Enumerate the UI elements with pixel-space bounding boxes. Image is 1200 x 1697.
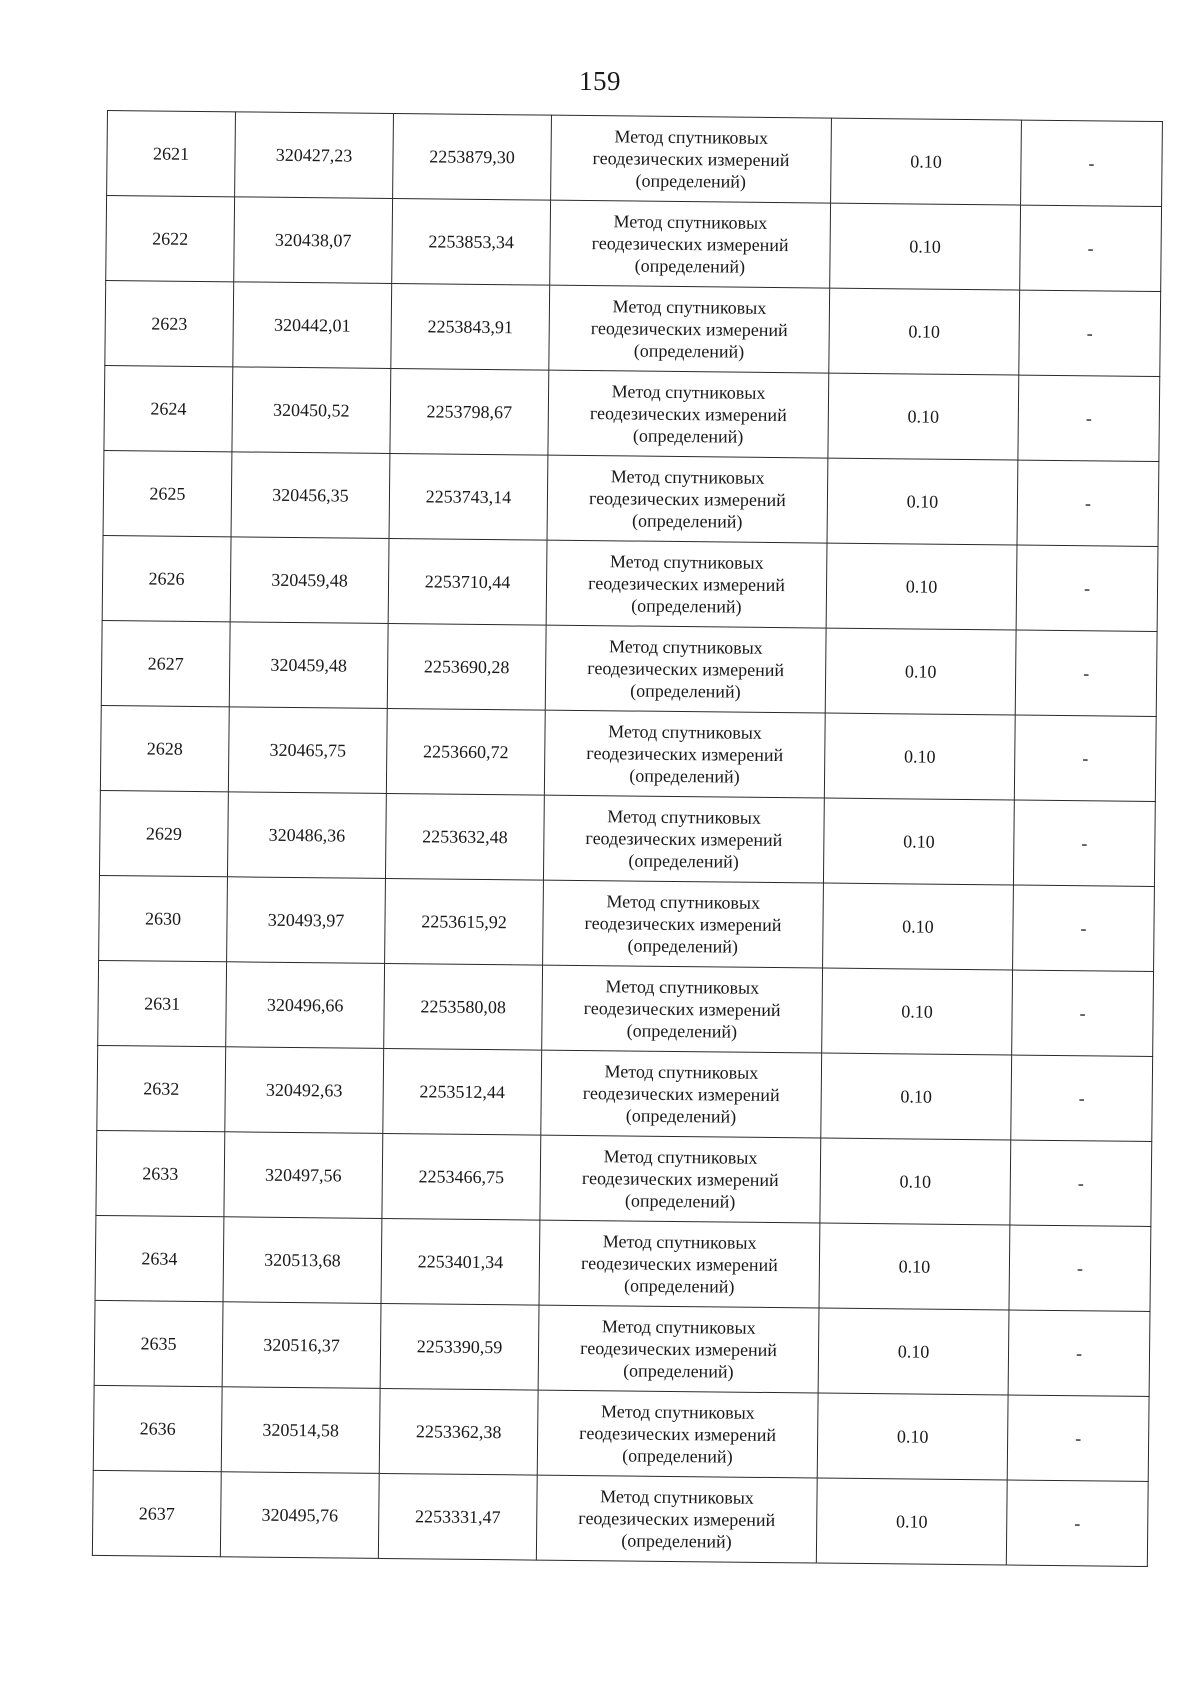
y-coordinate-cell: 2253390,59 xyxy=(380,1303,539,1390)
point-number-cell: 2625 xyxy=(103,450,232,536)
table-row xyxy=(99,875,1155,971)
x-coordinate-cell: 320465,75 xyxy=(228,707,387,794)
method-cell xyxy=(544,710,825,798)
method-line-2: геодезических измерений xyxy=(588,488,786,511)
method-cell xyxy=(545,625,826,713)
accuracy-cell: 0.10 xyxy=(825,628,1016,715)
method-line-1: Метод спутниковых xyxy=(608,636,763,658)
point-number-cell: 2629 xyxy=(99,790,228,876)
note-cell: - xyxy=(1018,375,1160,461)
accuracy-cell: 0.10 xyxy=(829,288,1020,375)
method-line-2: геодезических измерений xyxy=(589,403,787,426)
method-cell xyxy=(540,1135,821,1223)
y-coordinate-cell: 2253879,30 xyxy=(393,114,552,201)
note-cell: - xyxy=(1017,460,1159,546)
method-line-3: (определений) xyxy=(635,170,747,192)
method-line-3: (определений) xyxy=(628,850,739,872)
accuracy-cell: 0.10 xyxy=(823,798,1014,885)
method-line-1: Метод спутниковых xyxy=(600,1486,754,1508)
table-row xyxy=(102,535,1158,631)
method-cell xyxy=(543,880,824,968)
method-line-2: геодезических измерений xyxy=(590,318,788,341)
method-line-3: (определений) xyxy=(629,765,740,787)
method-line-2: геодезических измерений xyxy=(578,1508,776,1531)
point-number-cell: 2637 xyxy=(92,1470,221,1556)
point-number-cell: 2636 xyxy=(93,1385,222,1471)
method-line-2: геодезических измерений xyxy=(580,1253,778,1276)
point-number-cell: 2621 xyxy=(107,111,236,197)
method-cell xyxy=(537,1390,818,1478)
coordinates-table-body xyxy=(92,111,1162,1567)
point-number-cell: 2635 xyxy=(94,1300,223,1386)
note-cell: - xyxy=(1020,205,1162,291)
accuracy-cell: 0.10 xyxy=(818,1308,1009,1395)
method-line-3: (определений) xyxy=(634,255,746,277)
method-cell xyxy=(547,455,828,543)
method-cell xyxy=(536,1475,817,1563)
method-line-3: (определений) xyxy=(623,1360,734,1382)
method-line-2: геодезических измерений xyxy=(583,998,781,1021)
method-line-1: Метод спутниковых xyxy=(600,1401,755,1423)
accuracy-cell: 0.10 xyxy=(820,1138,1011,1225)
point-number-cell: 2633 xyxy=(96,1130,225,1216)
note-cell: - xyxy=(1014,715,1156,801)
point-number-cell: 2622 xyxy=(106,196,235,282)
y-coordinate-cell: 2253710,44 xyxy=(388,538,547,625)
method-line-1: Метод спутниковых xyxy=(610,466,765,488)
accuracy-cell: 0.10 xyxy=(821,1053,1012,1140)
method-line-2: геодезических измерений xyxy=(584,913,782,936)
x-coordinate-cell: 320516,37 xyxy=(222,1302,381,1389)
point-number-cell: 2624 xyxy=(104,365,233,451)
table-row xyxy=(99,790,1155,886)
point-number-cell: 2632 xyxy=(97,1045,226,1131)
y-coordinate-cell: 2253331,47 xyxy=(378,1473,537,1560)
x-coordinate-cell: 320442,01 xyxy=(233,282,392,369)
accuracy-cell: 0.10 xyxy=(828,373,1019,460)
note-cell: - xyxy=(1013,885,1155,971)
method-line-3: (определений) xyxy=(630,680,741,702)
method-line-1: Метод спутниковых xyxy=(614,126,769,148)
method-line-1: Метод спутниковых xyxy=(608,721,762,743)
page-number: 159 xyxy=(579,66,621,96)
method-line-3: (определений) xyxy=(631,595,742,617)
method-cell xyxy=(542,965,823,1053)
x-coordinate-cell: 320497,56 xyxy=(224,1132,383,1219)
method-cell xyxy=(550,200,831,288)
x-coordinate-cell: 320496,66 xyxy=(226,962,385,1049)
method-line-2: геодезических измерений xyxy=(592,148,790,171)
method-line-3: (определений) xyxy=(632,425,744,447)
y-coordinate-cell: 2253843,91 xyxy=(391,283,550,370)
method-line-1: Метод спутниковых xyxy=(604,1061,759,1083)
method-line-1: Метод спутниковых xyxy=(605,976,760,998)
method-line-2: геодезических измерений xyxy=(591,233,789,256)
y-coordinate-cell: 2253690,28 xyxy=(387,623,546,710)
method-line-2: геодезических измерений xyxy=(586,743,784,766)
x-coordinate-cell: 320459,48 xyxy=(230,537,389,624)
method-line-3: (определений) xyxy=(631,510,743,532)
table-row xyxy=(95,1215,1151,1311)
method-cell xyxy=(538,1305,819,1393)
method-line-2: геодезических измерений xyxy=(585,828,783,851)
note-cell: - xyxy=(1010,1140,1152,1226)
x-coordinate-cell: 320456,35 xyxy=(231,452,390,539)
coordinates-table xyxy=(92,110,1163,1567)
note-cell: - xyxy=(1013,800,1155,886)
accuracy-cell: 0.10 xyxy=(826,543,1017,630)
method-line-1: Метод спутниковых xyxy=(609,551,764,573)
note-cell: - xyxy=(1006,1480,1148,1566)
y-coordinate-cell: 2253466,75 xyxy=(382,1133,541,1220)
method-cell xyxy=(546,540,827,628)
x-coordinate-cell: 320486,36 xyxy=(227,792,386,879)
x-coordinate-cell: 320459,48 xyxy=(229,622,388,709)
method-line-1: Метод спутниковых xyxy=(606,891,761,913)
method-cell xyxy=(548,370,829,458)
point-number-cell: 2630 xyxy=(99,875,228,961)
x-coordinate-cell: 320492,63 xyxy=(225,1047,384,1134)
x-coordinate-cell: 320427,23 xyxy=(235,112,394,199)
method-line-1: Метод спутниковых xyxy=(611,381,766,403)
point-number-cell: 2628 xyxy=(100,705,229,791)
point-number-cell: 2627 xyxy=(101,620,230,706)
method-line-3: (определений) xyxy=(625,1105,737,1127)
table-row xyxy=(103,450,1159,546)
note-cell: - xyxy=(1021,120,1163,206)
method-line-1: Метод спутниковых xyxy=(613,211,768,233)
y-coordinate-cell: 2253362,38 xyxy=(379,1388,538,1475)
method-cell xyxy=(541,1050,822,1138)
note-cell: - xyxy=(1019,290,1161,376)
method-line-3: (определений) xyxy=(627,935,739,957)
method-line-2: геодезических измерений xyxy=(582,1083,780,1106)
note-cell: - xyxy=(1012,970,1154,1056)
table-row xyxy=(105,280,1161,376)
method-line-1: Метод спутниковых xyxy=(612,296,767,318)
accuracy-cell: 0.10 xyxy=(830,203,1021,290)
accuracy-cell: 0.10 xyxy=(823,883,1014,970)
method-line-3: (определений) xyxy=(626,1020,738,1042)
method-line-3: (определений) xyxy=(633,340,745,362)
point-number-cell: 2631 xyxy=(98,960,227,1046)
note-cell: - xyxy=(1015,630,1157,716)
x-coordinate-cell: 320495,76 xyxy=(220,1472,379,1559)
method-line-2: геодезических измерений xyxy=(581,1168,779,1191)
point-number-cell: 2634 xyxy=(95,1215,224,1301)
note-cell: - xyxy=(1011,1055,1153,1141)
accuracy-cell: 0.10 xyxy=(827,458,1018,545)
table-row xyxy=(107,111,1163,207)
point-number-cell: 2626 xyxy=(102,535,231,621)
table-row xyxy=(93,1385,1149,1481)
accuracy-cell: 0.10 xyxy=(831,118,1022,205)
method-line-1: Метод спутниковых xyxy=(602,1231,757,1253)
accuracy-cell: 0.10 xyxy=(824,713,1015,800)
method-line-3: (определений) xyxy=(623,1275,735,1297)
method-line-2: геодезических измерений xyxy=(579,1423,777,1446)
note-cell: - xyxy=(1009,1225,1151,1311)
table-row xyxy=(97,1045,1153,1141)
y-coordinate-cell: 2253743,14 xyxy=(389,453,548,540)
x-coordinate-cell: 320438,07 xyxy=(234,197,393,284)
method-line-1: Метод спутниковых xyxy=(601,1316,756,1338)
table-row xyxy=(96,1130,1152,1226)
method-line-2: геодезических измерений xyxy=(587,658,785,681)
table-row xyxy=(98,960,1154,1056)
accuracy-cell: 0.10 xyxy=(817,1393,1008,1480)
x-coordinate-cell: 320493,97 xyxy=(227,877,386,964)
note-cell: - xyxy=(1008,1310,1150,1396)
method-line-2: геодезических измерений xyxy=(580,1338,778,1361)
accuracy-cell: 0.10 xyxy=(816,1478,1007,1565)
y-coordinate-cell: 2253798,67 xyxy=(390,368,549,455)
table-row xyxy=(106,196,1162,292)
y-coordinate-cell: 2253512,44 xyxy=(383,1048,542,1135)
method-line-3: (определений) xyxy=(621,1530,732,1552)
method-line-1: Метод спутниковых xyxy=(603,1146,758,1168)
accuracy-cell: 0.10 xyxy=(822,968,1013,1055)
table-row xyxy=(100,705,1156,801)
accuracy-cell: 0.10 xyxy=(819,1223,1010,1310)
x-coordinate-cell: 320513,68 xyxy=(223,1217,382,1304)
coordinates-table-container xyxy=(92,110,1162,1567)
y-coordinate-cell: 2253615,92 xyxy=(385,878,544,965)
method-line-3: (определений) xyxy=(624,1190,736,1212)
table-row xyxy=(104,365,1160,461)
y-coordinate-cell: 2253660,72 xyxy=(386,708,545,795)
note-cell: - xyxy=(1016,545,1158,631)
x-coordinate-cell: 320514,58 xyxy=(221,1387,380,1474)
method-cell xyxy=(543,795,824,883)
y-coordinate-cell: 2253580,08 xyxy=(384,963,543,1050)
y-coordinate-cell: 2253401,34 xyxy=(381,1218,540,1305)
table-row xyxy=(94,1300,1150,1396)
method-cell xyxy=(551,115,832,203)
method-line-2: геодезических измерений xyxy=(588,573,786,596)
method-cell xyxy=(549,285,830,373)
table-row xyxy=(101,620,1157,716)
method-line-3: (определений) xyxy=(622,1445,733,1467)
note-cell: - xyxy=(1007,1395,1149,1481)
method-line-1: Метод спутниковых xyxy=(607,806,762,828)
x-coordinate-cell: 320450,52 xyxy=(232,367,391,454)
method-cell xyxy=(539,1220,820,1308)
point-number-cell: 2623 xyxy=(105,280,234,366)
y-coordinate-cell: 2253632,48 xyxy=(385,793,544,880)
table-row xyxy=(92,1470,1148,1566)
y-coordinate-cell: 2253853,34 xyxy=(392,198,551,285)
